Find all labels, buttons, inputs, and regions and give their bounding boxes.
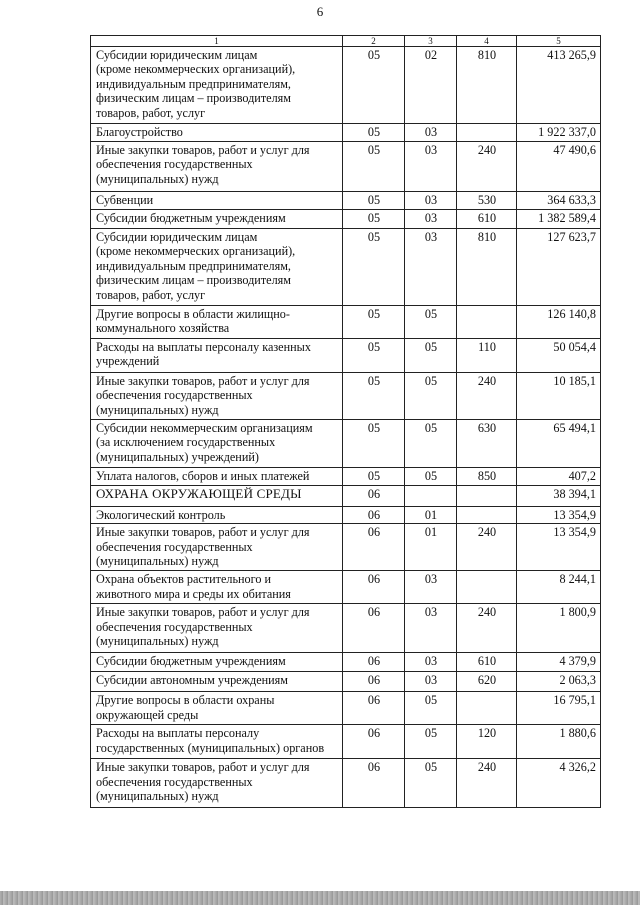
- row-expense-type: 110: [457, 339, 517, 373]
- table-row: [91, 124, 601, 142]
- table-row: [91, 373, 601, 420]
- row-amount: 4 379,9: [517, 653, 601, 672]
- row-amount: 50 054,4: [517, 339, 601, 373]
- row-section-code: 05: [343, 373, 405, 420]
- row-subsection-code: 05: [405, 420, 457, 468]
- row-name: Иные закупки товаров, работ и услуг для обеспечения государственных (муниципальных) нужд: [91, 524, 343, 571]
- row-section-code: 05: [343, 306, 405, 339]
- row-amount: 13 354,9: [517, 524, 601, 571]
- row-section-code: 05: [343, 210, 405, 229]
- column-header: 2: [343, 36, 405, 47]
- row-expense-type: 530: [457, 192, 517, 210]
- row-section-code: 06: [343, 486, 405, 507]
- row-expense-type: 240: [457, 524, 517, 571]
- row-amount: 13 354,9: [517, 507, 601, 524]
- row-section-code: 06: [343, 507, 405, 524]
- column-number-row: [91, 36, 601, 47]
- row-expense-type: [457, 507, 517, 524]
- row-amount: 65 494,1: [517, 420, 601, 468]
- row-subsection-code: 05: [405, 373, 457, 420]
- row-name: Расходы на выплаты персоналу казенных учреждений: [91, 339, 343, 373]
- row-name: Иные закупки товаров, работ и услуг для обеспечения государственных (муниципальных) нужд: [91, 759, 343, 808]
- table-row: [91, 692, 601, 725]
- row-amount: 1 922 337,0: [517, 124, 601, 142]
- row-expense-type: 630: [457, 420, 517, 468]
- row-expense-type: 810: [457, 47, 517, 124]
- row-name: Экологический контроль: [91, 507, 343, 524]
- row-subsection-code: 03: [405, 571, 457, 604]
- row-section-code: 05: [343, 420, 405, 468]
- row-section-code: 05: [343, 339, 405, 373]
- row-amount: 47 490,6: [517, 142, 601, 192]
- row-section-code: 06: [343, 672, 405, 692]
- row-subsection-code: 03: [405, 210, 457, 229]
- row-name: Иные закупки товаров, работ и услуг для обеспечения государственных (муниципальных) нужд: [91, 142, 343, 192]
- row-section-code: 06: [343, 604, 405, 653]
- row-amount: 4 326,2: [517, 759, 601, 808]
- column-header: 4: [457, 36, 517, 47]
- table-row: [91, 604, 601, 653]
- row-section-code: 06: [343, 692, 405, 725]
- row-name: Субвенции: [91, 192, 343, 210]
- budget-table: [90, 35, 601, 808]
- row-name: Иные закупки товаров, работ и услуг для обеспечения государственных (муниципальных) нужд: [91, 373, 343, 420]
- row-section-code: 05: [343, 229, 405, 306]
- row-name: Охрана объектов растительного и животного мира и среды их обитания: [91, 571, 343, 604]
- scan-edge-strip: [0, 891, 640, 905]
- row-amount: 127 623,7: [517, 229, 601, 306]
- row-section-code: 06: [343, 653, 405, 672]
- row-name: ОХРАНА ОКРУЖАЮЩЕЙ СРЕДЫ: [91, 486, 343, 507]
- row-expense-type: [457, 306, 517, 339]
- column-header: 5: [517, 36, 601, 47]
- row-expense-type: 240: [457, 759, 517, 808]
- row-name: Субсидии бюджетным учреждениям: [91, 210, 343, 229]
- row-subsection-code: 03: [405, 124, 457, 142]
- row-name: Субсидии автономным учреждениям: [91, 672, 343, 692]
- row-name: Субсидии юридическим лицам (кроме некоммерческих организаций), индивидуальным предпринимателям, физическим лицам – производителям товаров, работ, услуг: [91, 47, 343, 124]
- table-row: [91, 468, 601, 486]
- table-row: [91, 571, 601, 604]
- column-header: 3: [405, 36, 457, 47]
- row-expense-type: [457, 571, 517, 604]
- row-subsection-code: 03: [405, 653, 457, 672]
- table-row: [91, 47, 601, 124]
- table-row: [91, 507, 601, 524]
- row-name: Другие вопросы в области жилищно- коммунального хозяйства: [91, 306, 343, 339]
- row-subsection-code: 05: [405, 725, 457, 759]
- table-row: [91, 486, 601, 507]
- row-name: Благоустройство: [91, 124, 343, 142]
- page-number: 6: [316, 4, 324, 19]
- row-section-code: 06: [343, 524, 405, 571]
- row-section-code: 05: [343, 468, 405, 486]
- row-name: Расходы на выплаты персоналу государственных (муниципальных) органов: [91, 725, 343, 759]
- row-section-code: 06: [343, 571, 405, 604]
- table-row: [91, 759, 601, 808]
- row-amount: 1 800,9: [517, 604, 601, 653]
- table-row: [91, 192, 601, 210]
- row-expense-type: [457, 124, 517, 142]
- table-row: [91, 653, 601, 672]
- row-amount: 1 382 589,4: [517, 210, 601, 229]
- row-subsection-code: 05: [405, 468, 457, 486]
- row-section-code: 06: [343, 725, 405, 759]
- row-name: Другие вопросы в области охраны окружающей среды: [91, 692, 343, 725]
- row-subsection-code: 05: [405, 306, 457, 339]
- row-subsection-code: [405, 486, 457, 507]
- row-section-code: 05: [343, 142, 405, 192]
- row-name: Субсидии некоммерческим организациям (за исключением государственных (муниципальных) учреждений): [91, 420, 343, 468]
- row-expense-type: 240: [457, 604, 517, 653]
- row-expense-type: 240: [457, 373, 517, 420]
- table-row: [91, 420, 601, 468]
- row-amount: 413 265,9: [517, 47, 601, 124]
- row-amount: 38 394,1: [517, 486, 601, 507]
- table-row: [91, 524, 601, 571]
- table-row: [91, 210, 601, 229]
- row-expense-type: 620: [457, 672, 517, 692]
- row-subsection-code: 05: [405, 759, 457, 808]
- row-section-code: 05: [343, 47, 405, 124]
- row-amount: 1 880,6: [517, 725, 601, 759]
- table-row: [91, 339, 601, 373]
- table-row: [91, 672, 601, 692]
- row-subsection-code: 03: [405, 672, 457, 692]
- row-subsection-code: 03: [405, 142, 457, 192]
- column-header: 1: [91, 36, 343, 47]
- row-amount: 10 185,1: [517, 373, 601, 420]
- row-expense-type: [457, 486, 517, 507]
- row-name: Субсидии бюджетным учреждениям: [91, 653, 343, 672]
- row-name: Иные закупки товаров, работ и услуг для обеспечения государственных (муниципальных) нужд: [91, 604, 343, 653]
- row-section-code: 05: [343, 124, 405, 142]
- row-subsection-code: 03: [405, 604, 457, 653]
- row-subsection-code: 05: [405, 692, 457, 725]
- row-name: Уплата налогов, сборов и иных платежей: [91, 468, 343, 486]
- table-row: [91, 229, 601, 306]
- row-expense-type: 240: [457, 142, 517, 192]
- row-expense-type: 120: [457, 725, 517, 759]
- row-section-code: 06: [343, 759, 405, 808]
- row-amount: 364 633,3: [517, 192, 601, 210]
- row-amount: 407,2: [517, 468, 601, 486]
- row-amount: 2 063,3: [517, 672, 601, 692]
- row-subsection-code: 03: [405, 192, 457, 210]
- row-subsection-code: 03: [405, 229, 457, 306]
- row-subsection-code: 05: [405, 339, 457, 373]
- row-expense-type: 810: [457, 229, 517, 306]
- table-row: [91, 725, 601, 759]
- row-expense-type: 610: [457, 210, 517, 229]
- table-row: [91, 306, 601, 339]
- row-subsection-code: 02: [405, 47, 457, 124]
- row-subsection-code: 01: [405, 507, 457, 524]
- row-expense-type: [457, 692, 517, 725]
- row-amount: 16 795,1: [517, 692, 601, 725]
- row-amount: 8 244,1: [517, 571, 601, 604]
- row-amount: 126 140,8: [517, 306, 601, 339]
- row-expense-type: 610: [457, 653, 517, 672]
- row-expense-type: 850: [457, 468, 517, 486]
- row-subsection-code: 01: [405, 524, 457, 571]
- row-name: Субсидии юридическим лицам (кроме некоммерческих организаций), индивидуальным предпринимателям, физическим лицам – производителям товаров, работ, услуг: [91, 229, 343, 306]
- row-section-code: 05: [343, 192, 405, 210]
- table-row: [91, 142, 601, 192]
